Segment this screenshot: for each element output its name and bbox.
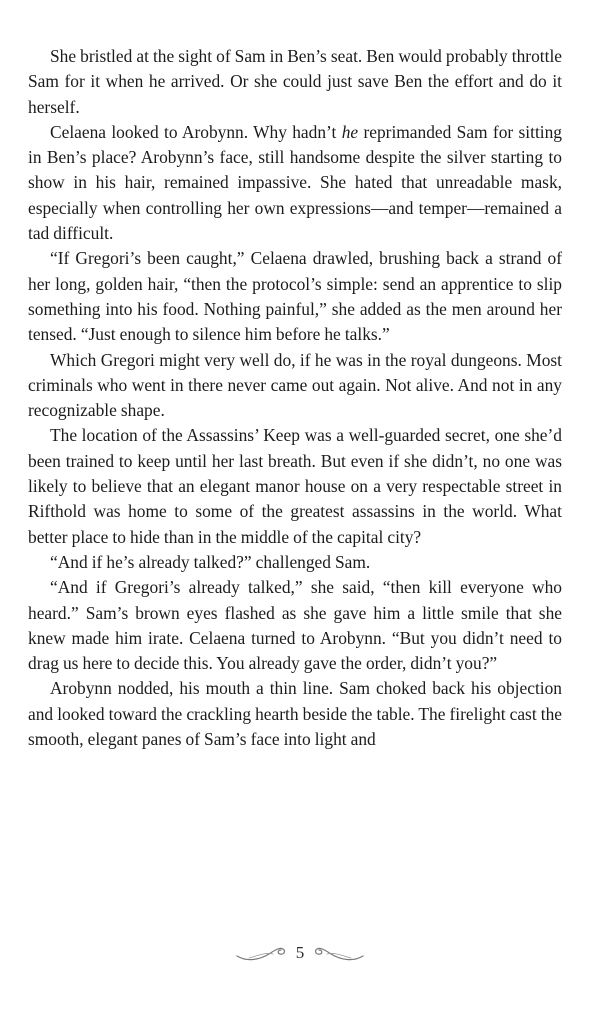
paragraph-text: Which Gregori might very well do, if he was in the royal dungeons. Most criminals who went in there never came out again. Not alive. And not in any recognizable shape. [28, 349, 562, 421]
paragraph [28, 120, 562, 246]
paragraph-text: “If Gregori’s been caught,” Celaena drawled, brushing back a strand of her long, golden hair, “then the protocol’s simple: send an apprentice to slip something into his food. Nothing painful,” she added as the men around her tensed. “Just enough to silence him before he talks.” [28, 248, 562, 345]
paragraph [28, 676, 562, 752]
paragraph [28, 246, 562, 347]
flourish-left-icon [235, 942, 287, 964]
paragraph-text: She bristled at the sight of Sam in Ben’s seat. Ben would probably throttle Sam for it when he arrived. Or she could just save Ben the effort and do it herself. [28, 46, 562, 117]
paragraph-text: reprimanded Sam for sitting in Ben’s place? Arobynn’s face, still handsome despite the silver starting to show in his hair, remained impassive. She hated that unreadable mask, especially when controlling her own expressions—and temper—remained a tad difficult. [28, 121, 563, 244]
paragraph [28, 348, 562, 424]
paragraph-text: The location of the Assassins’ Keep was a well-guarded secret, one she’d been trained to keep until her last breath. But even if she didn’t, no one was likely to believe that an elegant manor house on a very respectable street in Rifthold was home to some of the greatest assassins in the world. What better place to hide than in the middle of the capital city? [28, 425, 562, 547]
paragraph-text: “And if he’s already talked?” challenged Sam. [50, 551, 371, 572]
paragraph [28, 575, 562, 676]
paragraph-text: Arobynn nodded, his mouth a thin line. Sam choked back his objection and looked toward the crackling hearth beside the table. The firelight cast the smooth, elegant panes of Sam’s face into light and [28, 678, 562, 750]
italic-emphasis: he [341, 121, 359, 142]
paragraph-text: Celaena looked to Arobynn. Why hadn’t [50, 121, 342, 142]
paragraph [28, 550, 562, 575]
paragraph [28, 44, 562, 120]
page-footer [0, 938, 600, 968]
flourish-right-icon [313, 942, 365, 964]
paragraph [28, 423, 562, 549]
page-number: 5 [295, 943, 305, 962]
paragraph-text: “And if Gregori’s already talked,” she said, “then kill everyone who heard.” Sam’s brown eyes flashed as she gave him a little smile that she knew made him irate. Celaena turned to Arobynn. “But you didn’t need to drag us here to decide this. You already gave the order, didn’t you?” [28, 577, 562, 674]
page-body [28, 44, 562, 752]
